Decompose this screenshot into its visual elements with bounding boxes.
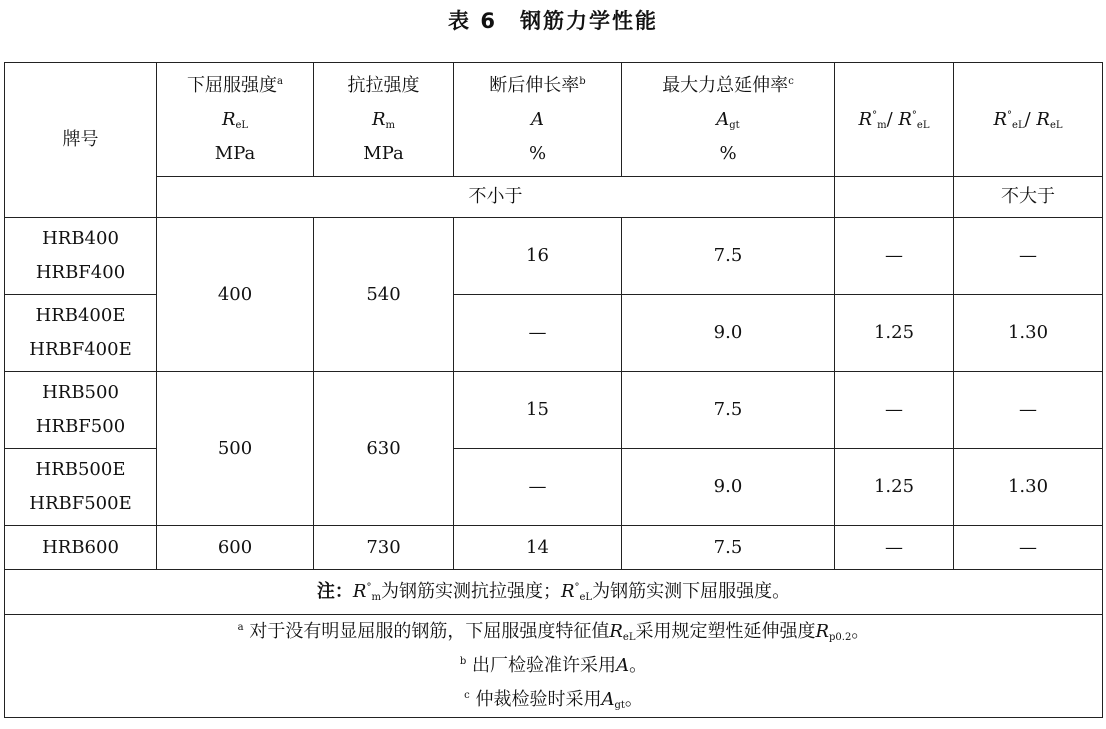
cell-ratio1: 1.25 <box>835 295 954 372</box>
cell-yield: 400 <box>157 218 314 372</box>
cell-tensile: 540 <box>314 218 454 372</box>
table-row <box>5 218 1103 295</box>
header-total-elongation: 最大力总延伸率$^c$ $A_{gt}$ % <box>622 63 835 177</box>
header-row <box>5 63 1103 177</box>
table-footnotes <box>5 615 1103 718</box>
note-row <box>5 570 1103 615</box>
cell-grade: HRB600 <box>5 526 157 570</box>
header-grade: 牌号 <box>5 63 157 218</box>
table-note: 注：$R^\circ_m$为钢筋实测抗拉强度；$R^\circ_{eL}$为钢筋实测下屈服强度。 <box>5 570 1103 615</box>
cell-total-elongation: 9.0 <box>622 295 835 372</box>
cell-tensile: 630 <box>314 372 454 526</box>
footnote-b: $^b$ 出厂检验准许采用A。 <box>459 655 648 676</box>
cell-elongation: 14 <box>454 526 622 570</box>
cell-total-elongation: 7.5 <box>622 372 835 449</box>
header-not-less-than: 不小于 <box>157 177 835 218</box>
cell-ratio2: — <box>954 372 1103 449</box>
cell-grade: HRB400E HRBF400E <box>5 295 157 372</box>
cell-elongation: — <box>454 295 622 372</box>
cell-total-elongation: 7.5 <box>622 218 835 295</box>
cell-grade: HRB500 HRBF500 <box>5 372 157 449</box>
cell-yield: 500 <box>157 372 314 526</box>
cell-tensile: 730 <box>314 526 454 570</box>
cell-ratio1: — <box>835 218 954 295</box>
cell-ratio1: 1.25 <box>835 449 954 526</box>
table-row <box>5 372 1103 449</box>
table-title: 表 6 钢筋力学性能 <box>448 9 658 33</box>
cell-grade: HRB400 HRBF400 <box>5 218 157 295</box>
header-limit-row <box>5 177 1103 218</box>
header-ratio1-blank <box>835 177 954 218</box>
cell-ratio1: — <box>835 372 954 449</box>
cell-ratio2: 1.30 <box>954 449 1103 526</box>
footnote-c: $^c$ 仲裁检验时采用$A_{gt}$。 <box>464 689 643 711</box>
table-row <box>5 526 1103 570</box>
cell-yield: 600 <box>157 526 314 570</box>
header-ratio-tensile-yield: $R^\circ_m/$ $R^\circ_{eL}$ <box>835 63 954 177</box>
footnote-a: $^a$ 对于没有明显屈服的钢筋，下屈服强度特征值$R_{eL}$采用规定塑性延伸强度$R_{p0.2}$。 <box>237 621 870 643</box>
cell-total-elongation: 7.5 <box>622 526 835 570</box>
header-elongation: 断后伸长率$^b$ A % <box>454 63 622 177</box>
cell-ratio1: — <box>835 526 954 570</box>
header-tensile-strength: 抗拉强度 $R_m$ MPa <box>314 63 454 177</box>
header-not-more-than: 不大于 <box>954 177 1103 218</box>
footnotes-row <box>5 615 1103 718</box>
cell-total-elongation: 9.0 <box>622 449 835 526</box>
cell-ratio2: — <box>954 218 1103 295</box>
cell-elongation: — <box>454 449 622 526</box>
cell-elongation: 16 <box>454 218 622 295</box>
mechanical-properties-table <box>4 62 1103 718</box>
cell-grade: HRB500E HRBF500E <box>5 449 157 526</box>
header-ratio-yield-yield: $R^\circ_{eL}/$ $R_{eL}$ <box>954 63 1103 177</box>
header-yield-strength: 下屈服强度$^a$ $R_{eL}$ MPa <box>157 63 314 177</box>
cell-ratio2: — <box>954 526 1103 570</box>
cell-ratio2: 1.30 <box>954 295 1103 372</box>
cell-elongation: 15 <box>454 372 622 449</box>
